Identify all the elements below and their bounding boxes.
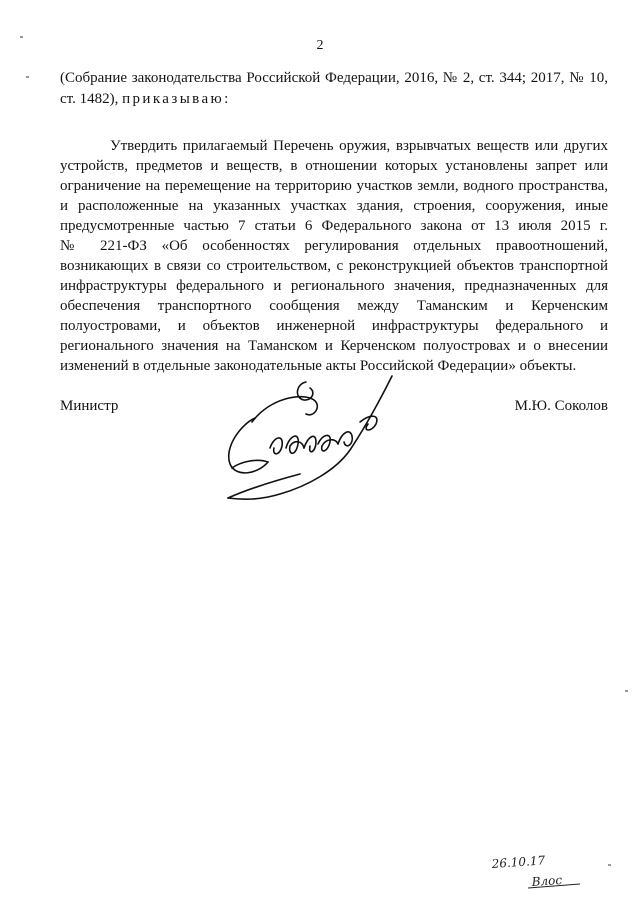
- paragraph-line: регионального значения на Таманском и Керченском полуостровах и о внесении: [60, 338, 608, 354]
- paragraph-line: ограничение на перемещение на территорию участков земли, водного пространства,: [60, 178, 608, 194]
- paragraph-line: изменений в отдельные законодательные акты Российской Федерации» объекты.: [60, 358, 577, 374]
- paragraph-line: полуостровами, и объектов инженерной инфраструктуры федерального и: [60, 318, 608, 334]
- paragraph-line: возникающих в связи со строительством, с реконструкцией объектов транспортной: [60, 258, 608, 274]
- handwritten-date: 26.10.17: [491, 853, 546, 871]
- paragraph-citation: [60, 68, 608, 110]
- order-word: приказываю:: [122, 91, 231, 107]
- paragraph-approval: [60, 136, 608, 376]
- paragraph-line: и расположенные на указанных участках здания, строения, сооружения, иные: [60, 198, 608, 214]
- signature-image: [210, 370, 410, 510]
- handwritten-date-note: [488, 852, 588, 892]
- page-number: 2: [316, 38, 324, 53]
- citation-text: (Собрание законодательства Российской Федерации, 2016, № 2, ст. 344; 2017, № 10, ст. 1482),: [60, 70, 608, 107]
- paragraph-line: предусмотренные частью 7 статьи 6 Федерального закона от 13 июля 2015 г.: [60, 218, 608, 234]
- scan-speck: [608, 864, 611, 866]
- paragraph-line: устройств, предметов и веществ, в отношении которых установлены запрет или: [60, 158, 608, 174]
- paragraph-line: Утвердить прилагаемый Перечень оружия, взрывчатых веществ или других: [110, 138, 608, 154]
- scan-speck: [625, 690, 628, 692]
- signatory-name: М.Ю. Соколов: [514, 398, 608, 414]
- handwritten-initials: Влос: [531, 872, 563, 889]
- paragraph-line: инфраструктуры федерального и регионального значения, предназначенных для: [60, 278, 608, 294]
- scan-speck: [20, 36, 23, 38]
- paragraph-line: обеспечения транспортного сообщения между Таманским и Керченским: [60, 298, 608, 314]
- paragraph-line: № 221-ФЗ «Об особенностях регулирования отдельных правоотношений,: [60, 238, 608, 254]
- signatory-title: Министр: [60, 398, 119, 414]
- scan-speck: [26, 76, 29, 78]
